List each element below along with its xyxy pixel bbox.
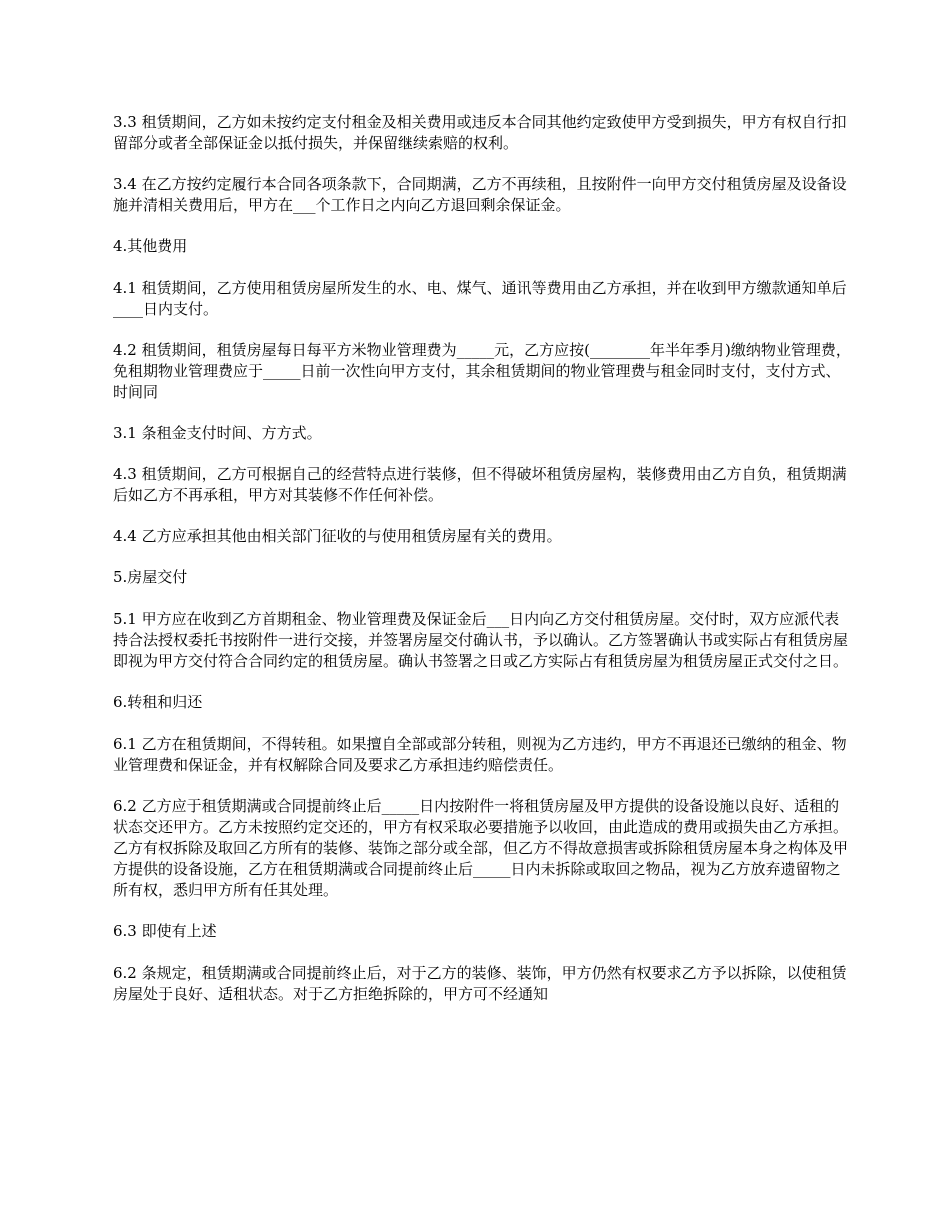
section-heading-handover: 5.房屋交付: [113, 568, 188, 586]
clause-4-2: 4.2 租赁期间，租赁房屋每日每平方米物业管理费为_____元，乙方应按(________年半年季月)缴纳物业管理费，免租期物业管理费应于_____日前一次性向甲方支付，其余租赁期间的物业管理费与租金同时支付，支付方式、时间同: [113, 341, 851, 401]
document-page: [113, 112, 853, 1025]
clause-6-1: 6.1 乙方在租赁期间，不得转租。如果擅自全部或部分转租，则视为乙方违约，甲方不再退还已缴纳的租金、物业管理费和保证金，并有权解除合同及要求乙方承担违约赔偿责任。: [113, 735, 847, 774]
clause-5-1: 5.1 甲方应在收到乙方首期租金、物业管理费及保证金后___日内向乙方交付租赁房屋。交付时，双方应派代表持合法授权委托书按附件一进行交接，并签署房屋交付确认书，予以确认。乙方签署确认书或实际占有租赁房屋即视为甲方交付符合合同约定的租赁房屋。确认书签署之日或乙方实际占有租赁房屋为租赁房屋正式交付之日。: [113, 610, 849, 670]
clause-4-2-continued: 3.1 条租金支付时间、方方式。: [113, 424, 322, 442]
clause-6-3-continued: 6.2 条规定，租赁期满或合同提前终止后，对于乙方的装修、装饰，甲方仍然有权要求乙方予以拆除，以使租赁房屋处于良好、适租状态。对于乙方拒绝拆除的，甲方可不经通知: [113, 964, 847, 1003]
clause-6-3: 6.3 即使有上述: [113, 922, 217, 940]
clause-4-3: 4.3 租赁期间，乙方可根据自己的经营特点进行装修，但不得破坏租赁房屋构，装修费用由乙方自负，租赁期满后如乙方不再承租，甲方对其装修不作任何补偿。: [113, 465, 847, 504]
section-heading-other-fees: 4.其他费用: [113, 237, 188, 255]
clause-4-4: 4.4 乙方应承担其他由相关部门征收的与使用租赁房屋有关的费用。: [113, 527, 562, 545]
clause-3-4: 3.4 在乙方按约定履行本合同各项条款下，合同期满，乙方不再续租，且按附件一向甲方交付租赁房屋及设备设施并清相关费用后，甲方在___个工作日之内向乙方退回剩余保证金。: [113, 175, 847, 214]
clause-4-1: 4.1 租赁期间，乙方使用租赁房屋所发生的水、电、煤气、通讯等费用由乙方承担，并在收到甲方缴款通知单后____日内支付。: [113, 279, 847, 318]
clause-6-2: 6.2 乙方应于租赁期满或合同提前终止后_____日内按附件一将租赁房屋及甲方提供的设备设施以良好、适租的状态交还甲方。乙方未按照约定交还的，甲方有权采取必要措施予以收回，由此造成的费用或损失由乙方承担。乙方有权拆除及取回乙方所有的装修、装饰之部分或全部，但乙方不得故意损害或拆除租赁房屋本身之构体及甲方提供的设备设施，乙方在租赁期满或合同提前终止后_____日内未拆除或取回之物品，视为乙方放弃遗留物之所有权，悉归甲方所有任其处理。: [113, 797, 849, 899]
clause-3-3: 3.3 租赁期间，乙方如未按约定支付租金及相关费用或违反本合同其他约定致使甲方受到损失，甲方有权自行扣留部分或者全部保证金以抵付损失，并保留继续索赔的权利。: [113, 113, 847, 152]
section-heading-sublease-return: 6.转租和归还: [113, 693, 203, 711]
